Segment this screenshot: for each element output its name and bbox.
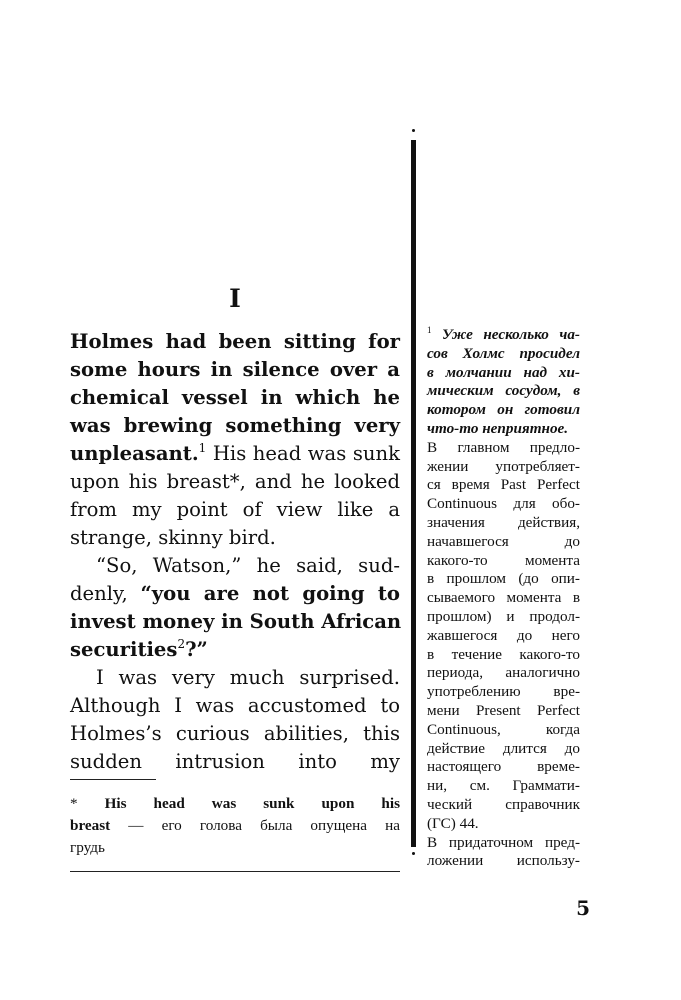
text: Holmes’s curious abilities, this bbox=[70, 722, 400, 745]
note-ref: 1 bbox=[198, 441, 207, 455]
text: Although I was accustomed to bbox=[70, 694, 400, 717]
main-text-line bbox=[70, 328, 400, 356]
text: strange, skinny bird. bbox=[70, 526, 276, 549]
main-text bbox=[70, 328, 400, 776]
footnote-line bbox=[70, 837, 400, 859]
text: В главном предло- bbox=[427, 438, 580, 456]
text: в прошлом (до опи- bbox=[427, 570, 580, 588]
text: прошлом) и продол- bbox=[427, 607, 580, 625]
side-note-line bbox=[427, 608, 580, 627]
side-note-line bbox=[427, 570, 580, 589]
bold-text: ?” bbox=[185, 638, 208, 661]
side-note-line bbox=[427, 758, 580, 777]
text: В придаточном пред- bbox=[427, 833, 580, 851]
text: Continuous, когда bbox=[427, 720, 580, 738]
text: ся время Past Perfect bbox=[427, 476, 580, 494]
text: какого-то момента bbox=[427, 551, 580, 569]
margin-rule-dot-bottom bbox=[412, 852, 415, 855]
main-text-line bbox=[70, 608, 400, 636]
bold-italic-text: Уже несколько ча- bbox=[431, 326, 580, 343]
text: Continuous для обо- bbox=[427, 495, 580, 513]
main-text-line bbox=[70, 412, 400, 440]
note-ref: 2 bbox=[177, 637, 186, 651]
bold-text: securities bbox=[70, 638, 178, 661]
text: ческий справочник bbox=[427, 795, 580, 813]
text: жавшегося до него bbox=[427, 626, 580, 644]
side-note-line bbox=[427, 345, 580, 364]
side-note-line bbox=[427, 815, 580, 834]
bold-text: “you are not going to bbox=[140, 582, 400, 605]
text: — его голова была опущена на bbox=[110, 817, 400, 834]
text: мени Present Perfect bbox=[427, 701, 580, 719]
bold-italic-text: мическим сосудом, в bbox=[427, 382, 580, 400]
bold-text: breast bbox=[70, 817, 111, 834]
side-note-line bbox=[427, 495, 580, 514]
chapter-numeral: I bbox=[229, 284, 241, 313]
side-note bbox=[427, 326, 580, 871]
side-note-line bbox=[427, 721, 580, 740]
text: “So, Watson,” he said, sud- bbox=[96, 554, 400, 577]
main-text-line bbox=[70, 384, 400, 412]
side-note-line bbox=[427, 326, 580, 345]
text: upon his breast*, and he looked bbox=[70, 470, 400, 493]
footnote-divider bbox=[70, 779, 156, 780]
main-text-line bbox=[70, 748, 400, 776]
side-note-line bbox=[427, 796, 580, 815]
side-note-line bbox=[427, 364, 580, 383]
text: в течение какого-то bbox=[427, 645, 580, 663]
main-text-line bbox=[70, 580, 400, 608]
text: настоящего време- bbox=[427, 758, 580, 776]
bold-text: invest money in South African bbox=[70, 610, 402, 633]
main-text-line bbox=[70, 664, 400, 692]
text: I was very much surprised. bbox=[96, 666, 400, 689]
side-note-line bbox=[427, 552, 580, 571]
text: ложении использу- bbox=[427, 852, 580, 870]
side-note-line bbox=[427, 458, 580, 477]
text: жении употребляет- bbox=[427, 457, 580, 475]
main-text-line bbox=[70, 552, 400, 580]
main-text-line bbox=[70, 692, 400, 720]
text: значения действия, bbox=[427, 513, 580, 531]
bold-text: His head was sunk upon his bbox=[104, 795, 400, 812]
text: употреблению вре- bbox=[427, 683, 580, 701]
side-note-line bbox=[427, 627, 580, 646]
main-text-line bbox=[70, 468, 400, 496]
side-note-line bbox=[427, 533, 580, 552]
side-note-line bbox=[427, 401, 580, 420]
text: начавшегося до bbox=[427, 532, 580, 550]
side-note-line bbox=[427, 777, 580, 796]
bold-text: chemical vessel in which he bbox=[70, 386, 400, 409]
bold-italic-text: котором он готовил bbox=[427, 401, 580, 419]
bold-text: unpleasant. bbox=[70, 442, 199, 465]
side-note-line bbox=[427, 740, 580, 759]
side-note-line bbox=[427, 702, 580, 721]
text: грудь bbox=[70, 839, 105, 856]
side-note-line bbox=[427, 589, 580, 608]
side-note-line bbox=[427, 476, 580, 495]
text: периода, аналогично bbox=[427, 664, 580, 682]
bold-text: Holmes had been sitting for bbox=[70, 330, 400, 353]
main-text-line bbox=[70, 720, 400, 748]
footnote-line bbox=[70, 793, 400, 815]
footnote bbox=[70, 793, 400, 859]
bold-italic-text: в молчании над хи- bbox=[427, 363, 580, 381]
text: * bbox=[70, 795, 105, 812]
text: (ГС) 44. bbox=[427, 814, 479, 832]
bold-italic-text: что-то неприятное. bbox=[427, 419, 569, 437]
text: действие длится до bbox=[427, 739, 580, 757]
side-note-line bbox=[427, 664, 580, 683]
text: ни, см. Граммати- bbox=[427, 777, 580, 795]
text: from my point of view like a bbox=[70, 498, 400, 521]
margin-rule-dot-top bbox=[412, 129, 415, 132]
main-text-line bbox=[70, 496, 400, 524]
side-note-line bbox=[427, 852, 580, 871]
page-number: 5 bbox=[576, 896, 590, 920]
main-text-line bbox=[70, 356, 400, 384]
note-ref: 1 bbox=[427, 325, 432, 335]
text: denly, bbox=[70, 582, 141, 605]
side-note-line bbox=[427, 834, 580, 853]
side-note-line bbox=[427, 646, 580, 665]
side-note-line bbox=[427, 420, 580, 439]
text: сываемого момента в bbox=[427, 589, 580, 607]
side-note-line bbox=[427, 514, 580, 533]
side-note-line bbox=[427, 439, 580, 458]
main-text-line bbox=[70, 524, 400, 552]
main-text-line bbox=[70, 636, 400, 664]
main-text-line bbox=[70, 440, 400, 468]
side-note-line bbox=[427, 382, 580, 401]
text: His head was sunk bbox=[206, 442, 400, 465]
side-note-line bbox=[427, 683, 580, 702]
bottom-divider bbox=[70, 871, 400, 872]
bold-text: some hours in silence over a bbox=[70, 358, 400, 381]
margin-rule bbox=[411, 140, 416, 847]
bold-text: was brewing something very bbox=[70, 414, 400, 437]
bold-italic-text: сов Холмс просидел bbox=[427, 344, 580, 362]
text: sudden intrusion into my bbox=[70, 750, 400, 773]
footnote-line bbox=[70, 815, 400, 837]
